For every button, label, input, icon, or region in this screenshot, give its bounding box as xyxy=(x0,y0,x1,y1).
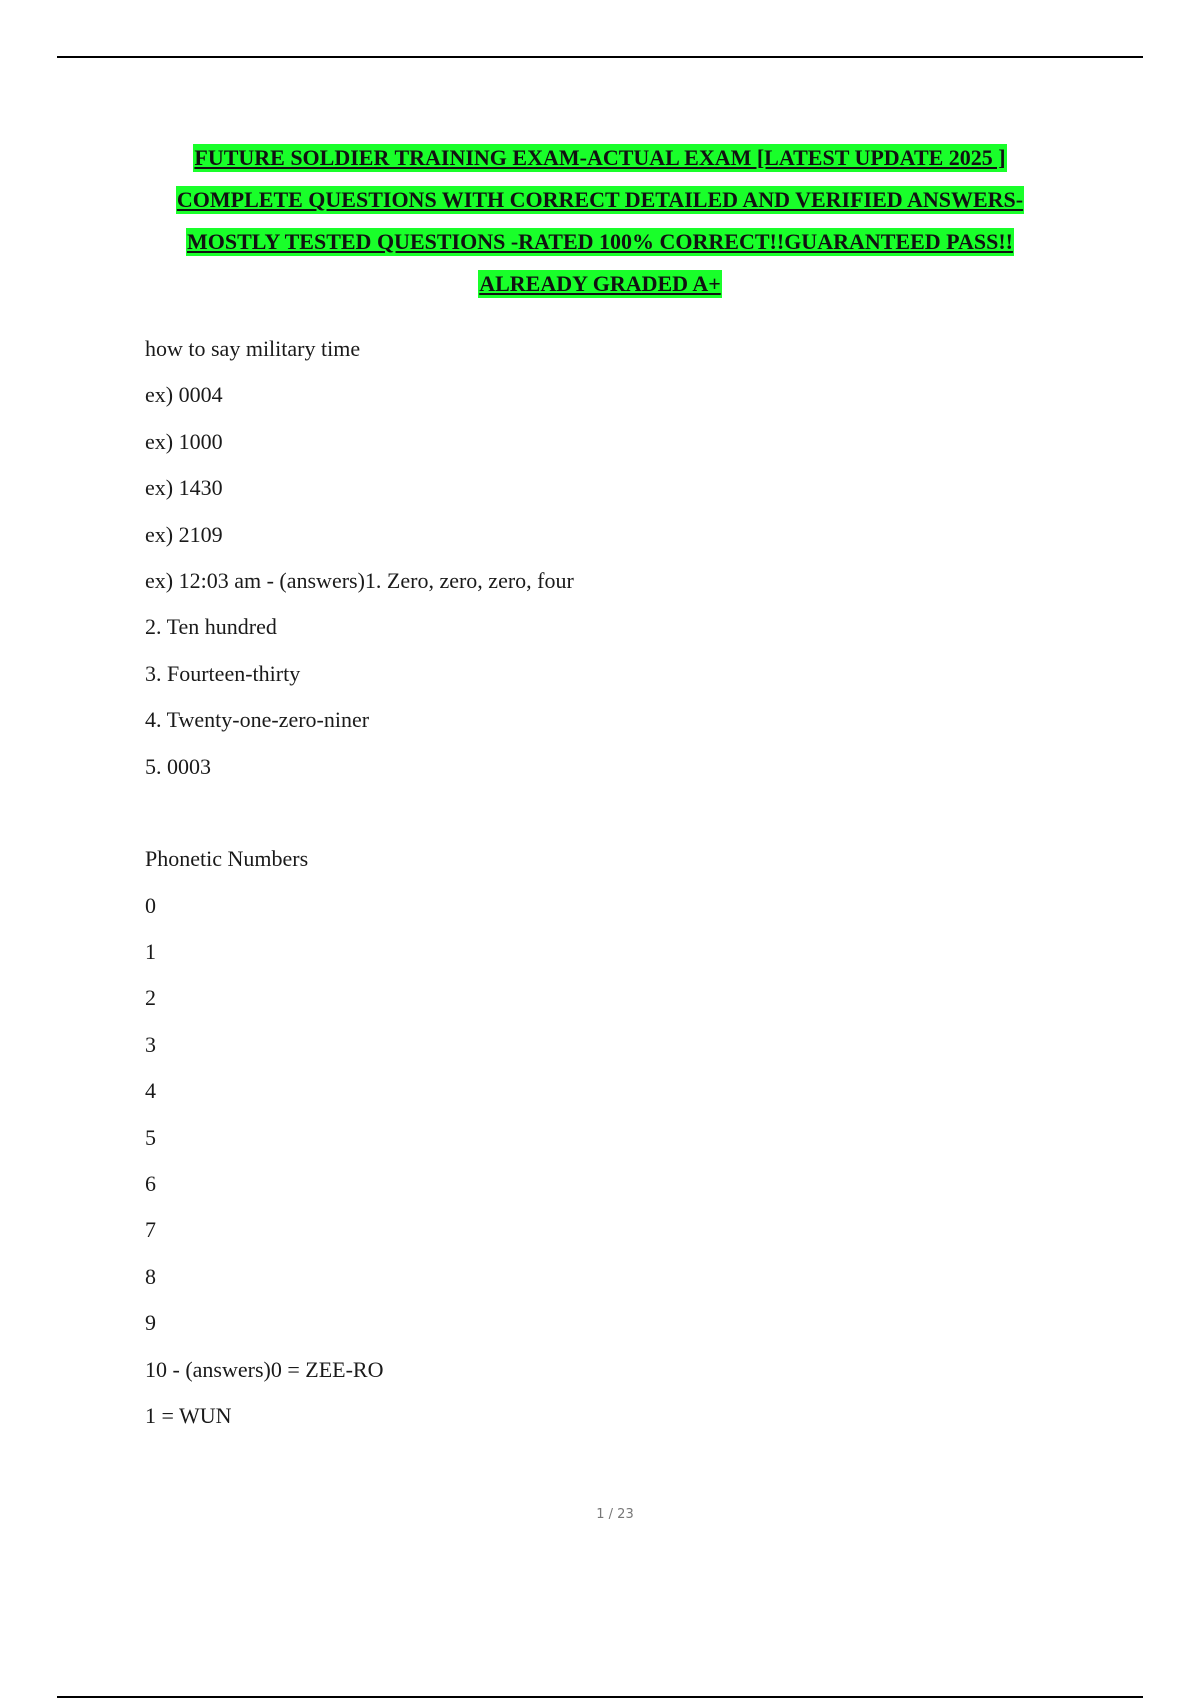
body-line: 1 = WUN xyxy=(145,1402,232,1428)
top-rule xyxy=(57,56,1143,58)
body-line: 7 xyxy=(145,1217,156,1243)
body-line: 8 xyxy=(145,1263,156,1289)
body-line: 4. Twenty-one-zero-niner xyxy=(145,707,370,733)
body-line: ex) 1430 xyxy=(145,475,223,501)
body-line: ex) 0004 xyxy=(145,382,223,408)
document-body xyxy=(145,326,1095,1439)
title-line-1: FUTURE SOLDIER TRAINING EXAM-ACTUAL EXAM [LATEST UPDATE 2025 ] xyxy=(194,145,1006,170)
bottom-rule xyxy=(57,1696,1143,1698)
page-number: 1 / 23 xyxy=(596,1507,634,1522)
body-line: 5 xyxy=(145,1124,156,1150)
title-line-2: COMPLETE QUESTIONS WITH CORRECT DETAILED AND VERIFIED ANSWERS- xyxy=(176,187,1024,212)
body-line: 3. Fourteen-thirty xyxy=(145,660,301,686)
body-line: 3 xyxy=(145,1031,156,1057)
body-line: 5. 0003 xyxy=(145,753,211,779)
body-line: how to say military time xyxy=(145,336,361,361)
title-line-3: MOSTLY TESTED QUESTIONS -RATED 100% CORRECT!!GUARANTEED PASS!! xyxy=(187,229,1013,254)
body-line: ex) 12:03 am - (answers)1. Zero, zero, zero, four xyxy=(145,567,574,593)
blank-line xyxy=(145,790,1095,836)
title-line-4: ALREADY GRADED A+ xyxy=(479,271,721,296)
section-heading: Phonetic Numbers xyxy=(145,846,309,872)
body-line: 9 xyxy=(145,1310,156,1336)
body-line: 2. Ten hundred xyxy=(145,614,277,640)
body-line: 4 xyxy=(145,1078,156,1104)
body-line: 6 xyxy=(145,1171,156,1197)
body-line: ex) 2109 xyxy=(145,521,223,547)
document-title xyxy=(100,140,1100,308)
body-line: 2 xyxy=(145,985,156,1011)
body-line: ex) 1000 xyxy=(145,428,223,454)
body-line: 10 - (answers)0 = ZEE-RO xyxy=(145,1356,384,1382)
body-line: 0 xyxy=(145,892,156,918)
body-line: 1 xyxy=(145,939,156,965)
